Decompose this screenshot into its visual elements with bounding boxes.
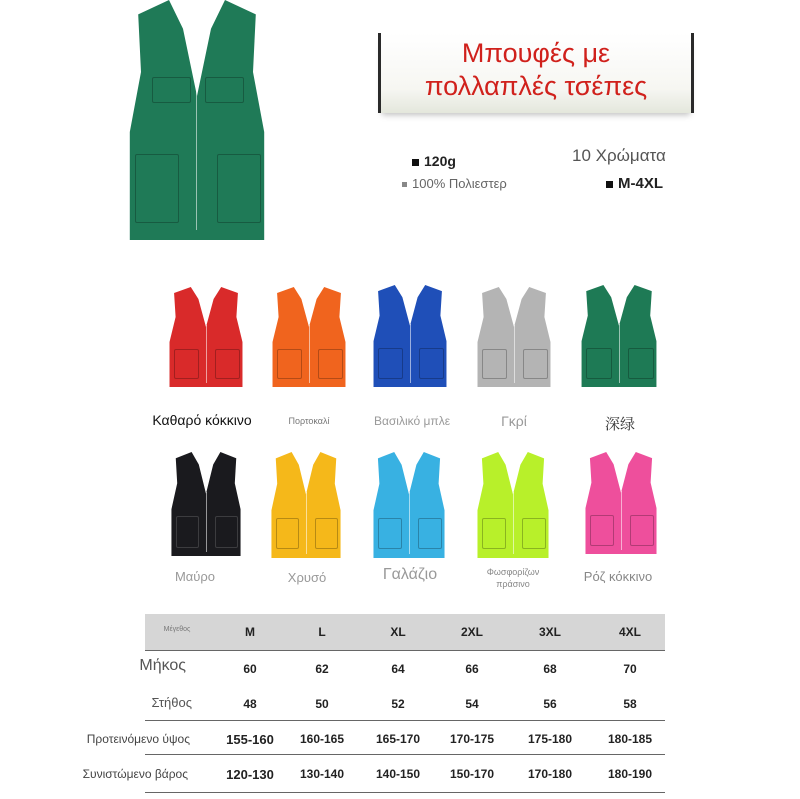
weight-xl: 140-150 — [375, 767, 421, 781]
color-label-dark-green: 深绿 — [604, 416, 635, 433]
vest-royal-blue — [372, 285, 448, 387]
vest-pocket — [590, 515, 614, 546]
vest-pocket — [586, 348, 611, 379]
size-header-4xl: 4XL — [618, 625, 641, 639]
vest-pocket — [315, 518, 339, 550]
row-label-chest: Στήθος — [151, 695, 192, 710]
color-label-rose-red: Ρόζ κόκκινο — [583, 569, 653, 584]
height-xl: 165-170 — [375, 732, 421, 746]
weight-3xl: 170-180 — [527, 767, 573, 781]
bullet-icon — [606, 181, 613, 188]
length-4xl: 70 — [623, 662, 637, 676]
size-header-label: Μέγεθος — [163, 626, 191, 633]
title-text — [381, 37, 691, 103]
color-label-black: Μαύρο — [174, 569, 216, 584]
row-label-length: Μήκος — [139, 657, 186, 674]
vest-gray — [476, 287, 552, 387]
vest-pocket — [482, 349, 507, 379]
vest-red — [168, 287, 244, 387]
bullet-icon — [412, 159, 419, 166]
color-label-royal-blue: Βασιλικό μπλε — [373, 414, 451, 428]
color-label-fluorescent-green: Φωσφορίζων πράσινο — [486, 567, 540, 589]
main-vest-image — [127, 0, 267, 240]
vest-pocket — [215, 349, 240, 379]
main-vest-zipper — [196, 91, 197, 230]
vest-zipper — [309, 325, 310, 383]
size-header-2xl: 2XL — [460, 625, 483, 639]
chest-4xl: 58 — [623, 697, 637, 711]
main-vest-pocket — [205, 77, 243, 103]
vest-pocket — [215, 516, 239, 547]
vest-pocket — [419, 348, 444, 379]
height-3xl: 175-180 — [527, 732, 573, 746]
spec-material: 100% Πολιεστερ — [402, 176, 507, 191]
vest-light-blue — [372, 452, 446, 558]
size-header-xl: XL — [390, 625, 406, 639]
chest-2xl: 54 — [465, 697, 479, 711]
vest-pocket — [630, 515, 654, 546]
vest-zipper — [513, 492, 514, 554]
row-label-weight: Συνιστώμενο βάρος — [82, 767, 188, 781]
vest-pocket — [318, 349, 343, 379]
title-line-1: Μπουφές με — [461, 38, 611, 68]
vest-zipper — [409, 492, 410, 554]
vest-zipper — [621, 491, 622, 550]
chest-l: 50 — [315, 697, 329, 711]
height-l: 160-165 — [299, 732, 345, 746]
length-m: 60 — [243, 662, 257, 676]
vest-pocket — [628, 348, 653, 379]
row-label-height: Προτεινόμενο ύψος — [86, 732, 190, 746]
main-vest-pocket — [135, 154, 179, 223]
length-2xl: 66 — [465, 662, 479, 676]
color-label-orange: Πορτοκαλί — [288, 416, 330, 426]
spec-colors-count: 10 Χρώματα — [572, 146, 666, 165]
table-divider — [145, 792, 665, 793]
weight-l: 130-140 — [299, 767, 345, 781]
weight-2xl: 150-170 — [449, 767, 495, 781]
vest-zipper — [619, 324, 620, 383]
size-header-l: L — [318, 625, 326, 639]
vest-pocket — [418, 518, 442, 550]
size-header-m: M — [245, 625, 255, 639]
vest-pocket — [522, 518, 546, 550]
weight-m: 120-130 — [226, 767, 274, 782]
vest-dark-green — [580, 285, 658, 387]
color-label-light-blue: Γαλάζιο — [382, 566, 438, 583]
vest-pocket — [523, 349, 548, 379]
vest-orange — [271, 287, 347, 387]
table-divider — [145, 754, 665, 755]
length-3xl: 68 — [543, 662, 557, 676]
height-4xl: 180-185 — [607, 732, 653, 746]
title-line-2: πολλαπλές τσέπες — [424, 71, 648, 101]
vest-pocket — [482, 518, 506, 550]
vest-pocket — [174, 349, 199, 379]
vest-gold — [270, 452, 342, 558]
color-label-gray: Γκρί — [501, 413, 527, 429]
main-vest-pocket — [152, 77, 190, 103]
vest-zipper — [206, 325, 207, 383]
vest-pocket — [276, 518, 300, 550]
size-header-3xl: 3XL — [538, 625, 561, 639]
color-label-red: Καθαρό κόκκινο — [152, 412, 252, 428]
chest-m: 48 — [243, 697, 257, 711]
weight-4xl: 180-190 — [607, 767, 653, 781]
vest-black — [170, 452, 242, 556]
main-vest-pocket — [217, 154, 261, 223]
spec-weight: 120g — [412, 153, 456, 169]
height-2xl: 170-175 — [449, 732, 495, 746]
vest-pocket — [176, 516, 200, 547]
height-m: 155-160 — [226, 732, 274, 747]
vest-zipper — [410, 324, 411, 383]
spec-size-range: M-4XL — [606, 175, 663, 192]
title-banner — [378, 33, 694, 113]
vest-zipper — [514, 325, 515, 383]
vest-fluorescent-green — [476, 452, 550, 558]
chest-3xl: 56 — [543, 697, 557, 711]
vest-zipper — [206, 492, 207, 552]
length-l: 62 — [315, 662, 329, 676]
vest-pocket — [378, 348, 403, 379]
color-label-gold: Χρυσό — [287, 570, 327, 585]
vest-rose-red — [584, 452, 658, 554]
vest-zipper — [306, 492, 307, 554]
table-divider — [145, 720, 665, 721]
bullet-icon — [402, 182, 407, 187]
table-divider — [145, 650, 665, 651]
chest-xl: 52 — [391, 697, 405, 711]
vest-pocket — [277, 349, 302, 379]
length-xl: 64 — [391, 662, 405, 676]
vest-pocket — [378, 518, 402, 550]
